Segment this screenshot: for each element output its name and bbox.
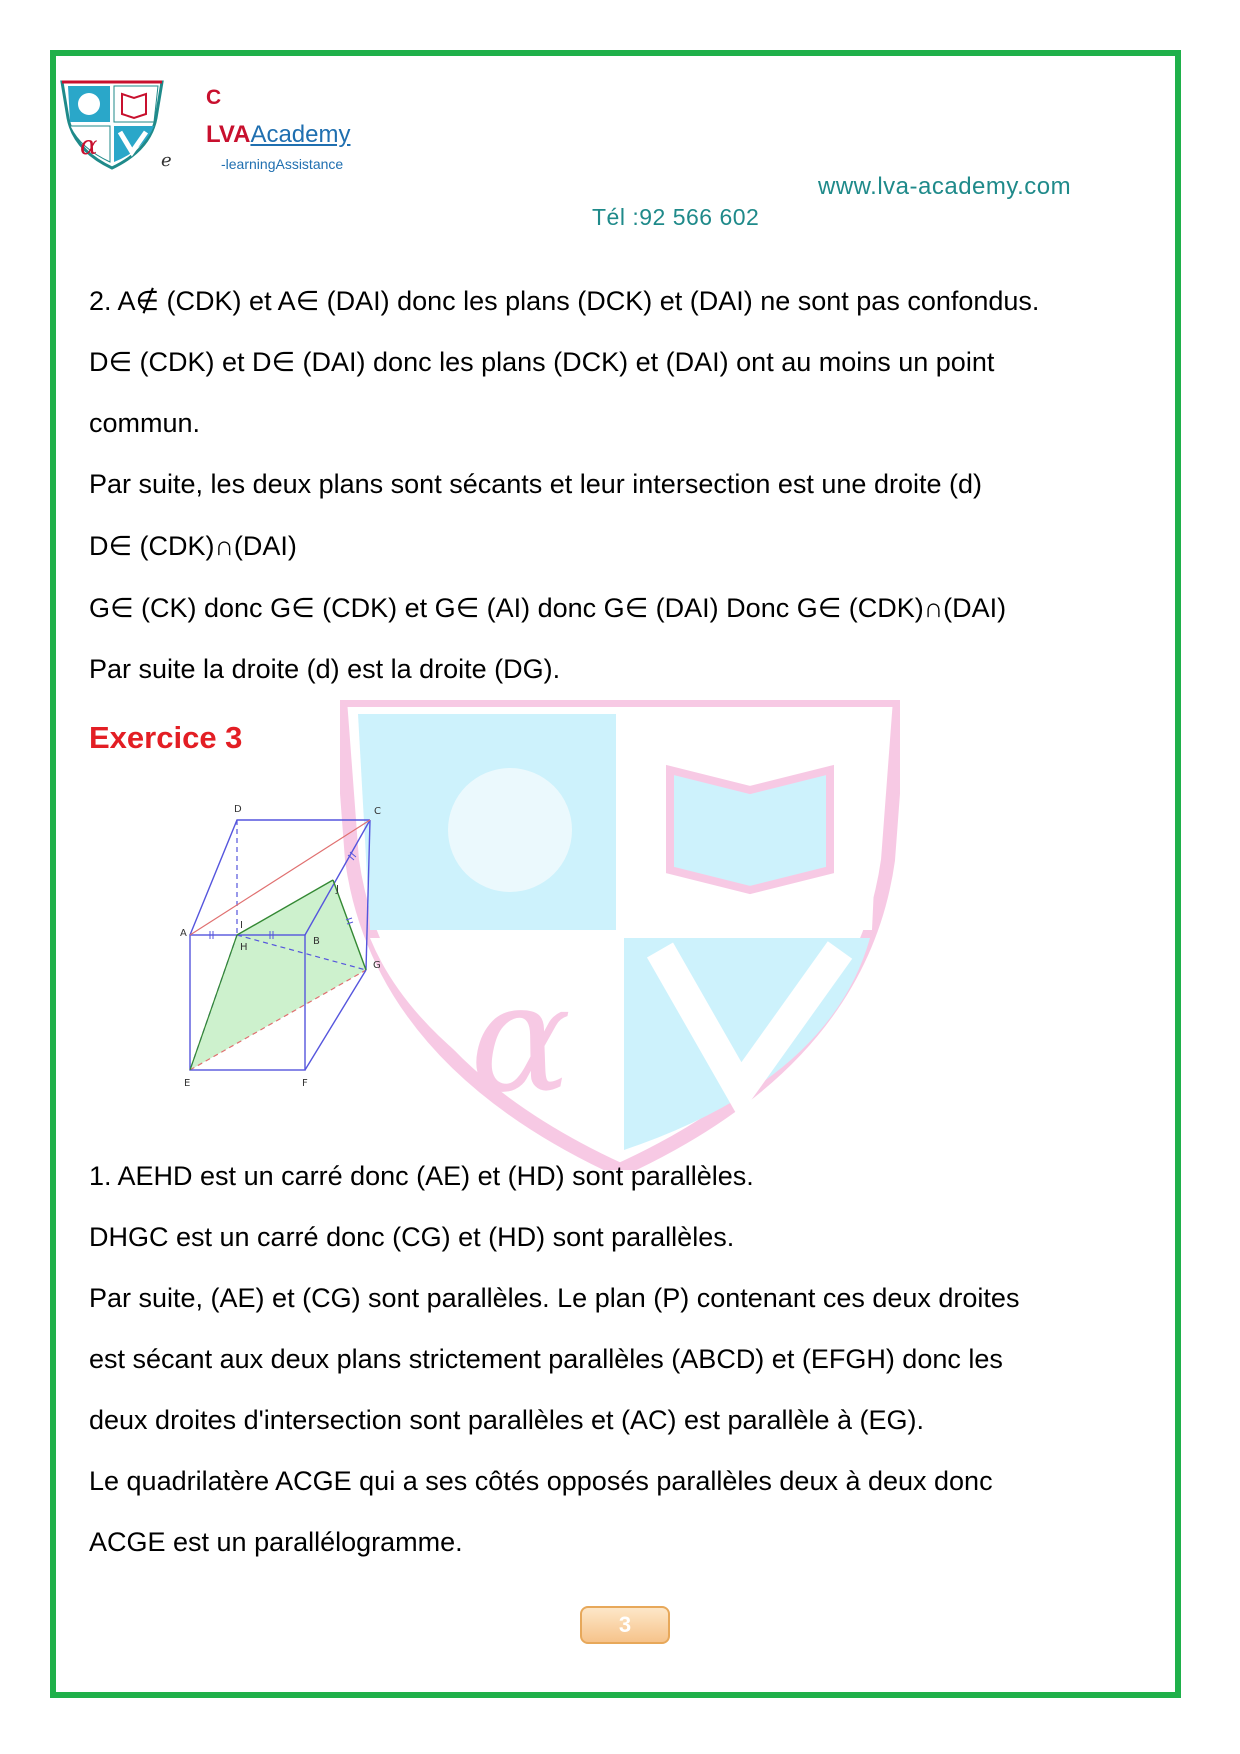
text-line-2: D∈ (CDK) et D∈ (DAI) donc les plans (DCK) et (DAI) ont au moins un point: [89, 347, 995, 377]
label-e: E: [184, 1078, 191, 1089]
brand-lva: LVA: [206, 121, 251, 148]
text-line-4: Par suite, les deux plans sont sécants et leur intersection est une droite (d): [89, 469, 982, 499]
brand-subtitle: -learningAssistance: [221, 156, 344, 172]
label-b: B: [313, 936, 320, 947]
text-line-13: Le quadrilatère ACGE qui a ses côtés opposés parallèles deux à deux donc: [89, 1466, 993, 1496]
brand-academy-link[interactable]: Academy: [250, 121, 351, 148]
text-line-8: 1. AEHD est un carré donc (AE) et (HD) sont parallèles.: [89, 1161, 754, 1191]
label-f: F: [302, 1078, 308, 1089]
label-c: C: [374, 806, 381, 817]
text-line-1: 2. A∉ (CDK) et A∈ (DAI) donc les plans (DCK) et (DAI) ne sont pas confondus.: [89, 286, 1040, 316]
text-line-6: G∈ (CK) donc G∈ (CDK) et G∈ (AI) donc G∈ (DAI) Donc G∈ (CDK)∩(DAI): [89, 593, 1007, 623]
exercise-title: Exercice 3: [89, 720, 243, 755]
label-g: G: [373, 960, 381, 971]
website-url[interactable]: www.lva-academy.com: [818, 173, 1072, 200]
text-line-12: deux droites d'intersection sont parallèles et (AC) est parallèle à (EG).: [89, 1405, 925, 1435]
text-line-9: DHGC est un carré donc (CG) et (HD) sont parallèles.: [89, 1222, 735, 1252]
lva-academy-logo: [58, 78, 166, 170]
cube-figure: [170, 800, 440, 1100]
text-line-11: est sécant aux deux plans strictement parallèles (ABCD) et (EFGH) donc les: [89, 1344, 1003, 1374]
svg-text:α: α: [80, 131, 98, 161]
page-number: 3: [580, 1606, 670, 1644]
label-a: A: [180, 928, 187, 939]
label-i: I: [240, 920, 243, 931]
text-line-14: ACGE est un parallélogramme.: [89, 1527, 463, 1557]
phone-number: Tél :92 566 602: [592, 204, 760, 230]
svg-text:α: α: [470, 952, 572, 1126]
label-h: H: [240, 942, 248, 953]
text-line-5: D∈ (CDK)∩(DAI): [89, 531, 297, 561]
text-line-7: Par suite la droite (d) est la droite (DG).: [89, 654, 561, 684]
text-line-3: commun.: [89, 408, 201, 438]
logo-letter: e: [161, 150, 172, 171]
brand-initial: C: [206, 86, 222, 109]
label-j: J: [336, 884, 339, 895]
brand-name: [206, 121, 350, 149]
text-line-10: Par suite, (AE) et (CG) sont parallèles. Le plan (P) contenant ces deux droites: [89, 1283, 1020, 1313]
label-d: D: [234, 804, 242, 815]
